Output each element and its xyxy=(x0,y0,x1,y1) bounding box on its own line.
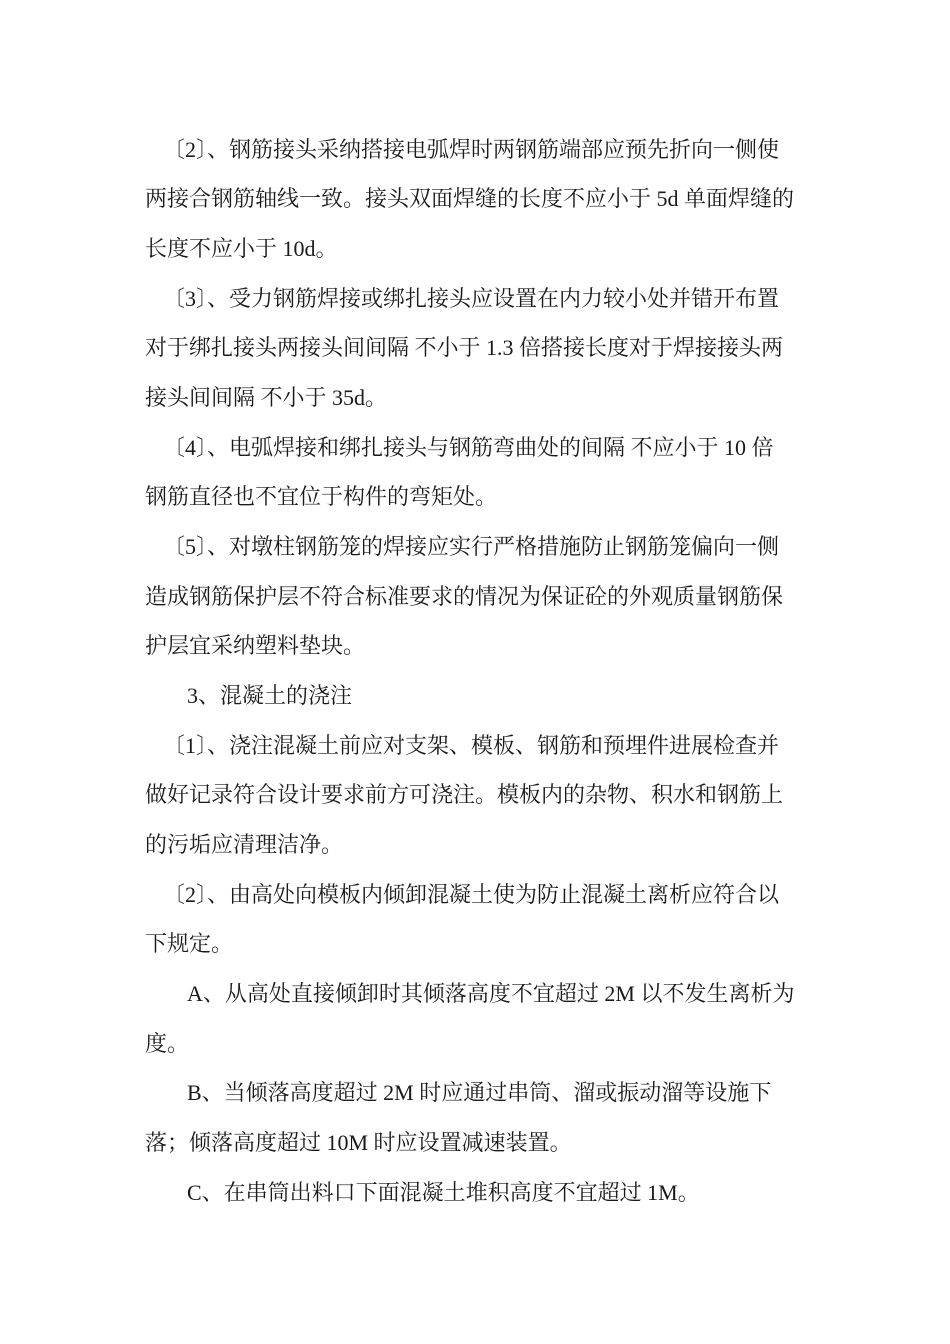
paragraph-3-line-3: 接头间间隔 不小于 35d。 xyxy=(145,385,388,410)
rule-a-line-2: 度。 xyxy=(145,1031,190,1056)
section-heading-concrete-pouring: 3、混凝土的浇注 xyxy=(187,683,353,708)
rule-a-line-1: A、从高处直接倾卸时其倾落高度不宜超过 2M 以不发生离析为 xyxy=(187,981,795,1006)
paragraph-2-line-3: 长度不应小于 10d。 xyxy=(145,236,338,261)
paragraph-5-line-3: 护层宜采纳塑料垫块。 xyxy=(145,633,366,658)
pour-paragraph-1-line-2: 做好记录符合设计要求前方可浇注。模板内的杂物、积水和钢筋上 xyxy=(145,782,784,807)
paragraph-4-line-2: 钢筋直径也不宜位于构件的弯矩处。 xyxy=(145,484,498,509)
pour-paragraph-1-line-1: 〔1〕、浇注混凝土前应对支架、模板、钢筋和预埋件进展检查并 xyxy=(163,733,780,758)
rule-c-line-1: C、在串筒出料口下面混凝土堆积高度不宜超过 1M。 xyxy=(187,1180,700,1205)
rule-b-line-2: 落；倾落高度超过 10M 时应设置减速装置。 xyxy=(145,1130,572,1155)
paragraph-2-line-2: 两接合钢筋轴线一致。接头双面焊缝的长度不应小于 5d 单面焊缝的 xyxy=(145,186,795,211)
paragraph-5-line-2: 造成钢筋保护层不符合标准要求的情况为保证砼的外观质量钢筋保 xyxy=(145,584,784,609)
paragraph-3-line-1: 〔3〕、受力钢筋焊接或绑扎接头应设置在内力较小处并错开布置 xyxy=(163,286,780,311)
rule-b-line-1: B、当倾落高度超过 2M 时应通过串筒、溜或振动溜等设施下 xyxy=(187,1080,772,1105)
pour-paragraph-2-line-1: 〔2〕、由高处向模板内倾卸混凝土使为防止混凝土离析应符合以 xyxy=(163,882,780,907)
pour-paragraph-2-line-2: 下规定。 xyxy=(145,931,234,956)
paragraph-5-line-1: 〔5〕、对墩柱钢筋笼的焊接应实行严格措施防止钢筋笼偏向一侧 xyxy=(163,534,780,559)
paragraph-3-line-2: 对于绑扎接头两接头间间隔 不小于 1.3 倍搭接长度对于焊接接头两 xyxy=(145,335,784,360)
paragraph-4-line-1: 〔4〕、电弧焊接和绑扎接头与钢筋弯曲处的间隔 不应小于 10 倍 xyxy=(163,435,774,460)
paragraph-2-line-1: 〔2〕、钢筋接头采纳搭接电弧焊时两钢筋端部应预先折向一侧使 xyxy=(163,137,780,162)
pour-paragraph-1-line-3: 的污垢应清理洁净。 xyxy=(145,832,344,857)
